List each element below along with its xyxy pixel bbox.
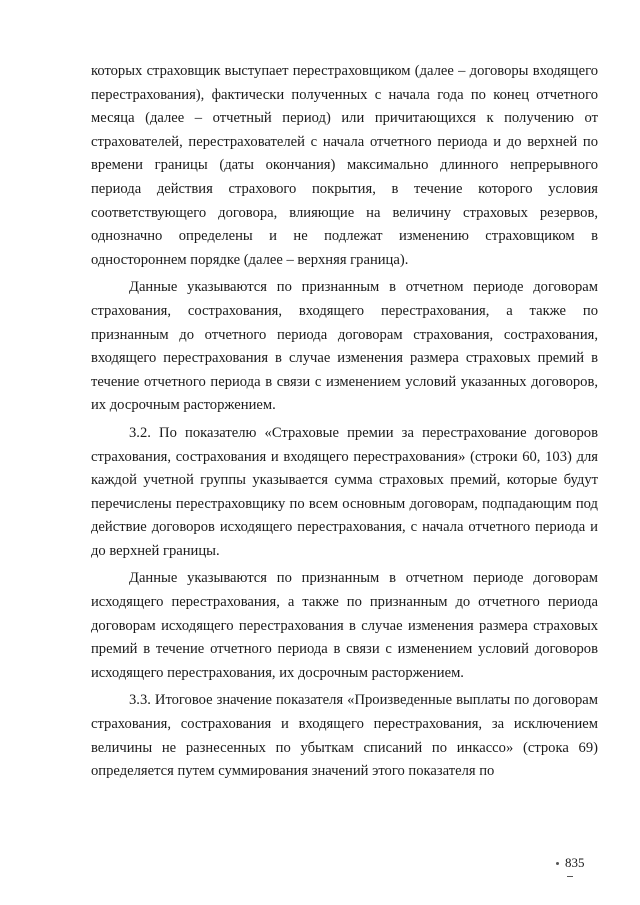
body-text: [91, 60, 598, 784]
page-number: 835: [565, 855, 585, 870]
paragraph-premiums-data: Данные указываются по признанным в отчетном периоде договорам страхования, сострахования, входящего перестрахования, а также по признанным до отчетного периода договорам страхования, сострахования, входящего перестрахования в случае изменения размера страховых премий в течение отчетного периода в связи с изменением условий указанных договоров, их досрочным расторжением.: [91, 279, 598, 414]
scan-dash-mark: [567, 876, 573, 877]
paragraph-section-3-2: 3.2. По показателю «Страховые премии за перестрахование договоров страхования, сострахования и входящего перестрахования» (строки 60, 103) для каждой учетной группы указывается сумма страховых премий, которые будут перечислены перестраховщику по всем основным договорам, подпадающим под действие договоров исходящего перестрахования, с начала отчетного периода и до верхней границы.: [91, 424, 598, 559]
paragraph-section-3-3: 3.3. Итоговое значение показателя «Произведенные выплаты по договорам страхования, сострахования и входящего перестрахования, за исключением величины не разнесенных по убыткам списаний по инкассо» (строка 69) определяется путем суммирования значений этого показателя по: [91, 692, 598, 780]
paragraph-outgoing-data: Данные указываются по признанным в отчетном периоде договорам исходящего перестрахования, а также по признанным до отчетного периода договорам исходящего перестрахования в случае изменения размера страховых премий в течение отчетного периода в связи с изменением условий договоров исходящего перестрахования, их досрочным расторжением.: [91, 570, 598, 681]
paragraph-continuation: которых страховщик выступает перестраховщиком (далее – договоры входящего перестрахования), фактически полученных с начала года по конец отчетного месяца (далее – отчетный период) или причитающихся к получению от страхователей, перестрахователей с начала отчетного периода и до верхней по времени границы (даты окончания) максимально длинного непрерывного периода действия страхового покрытия, в течение которого условия соответствующего договора, влияющие на величину страховых резервов, однозначно определены и не подлежат изменению страховщиком в одностороннем порядке (далее – верхняя граница).: [91, 63, 598, 268]
scan-dot-mark: [556, 862, 559, 865]
